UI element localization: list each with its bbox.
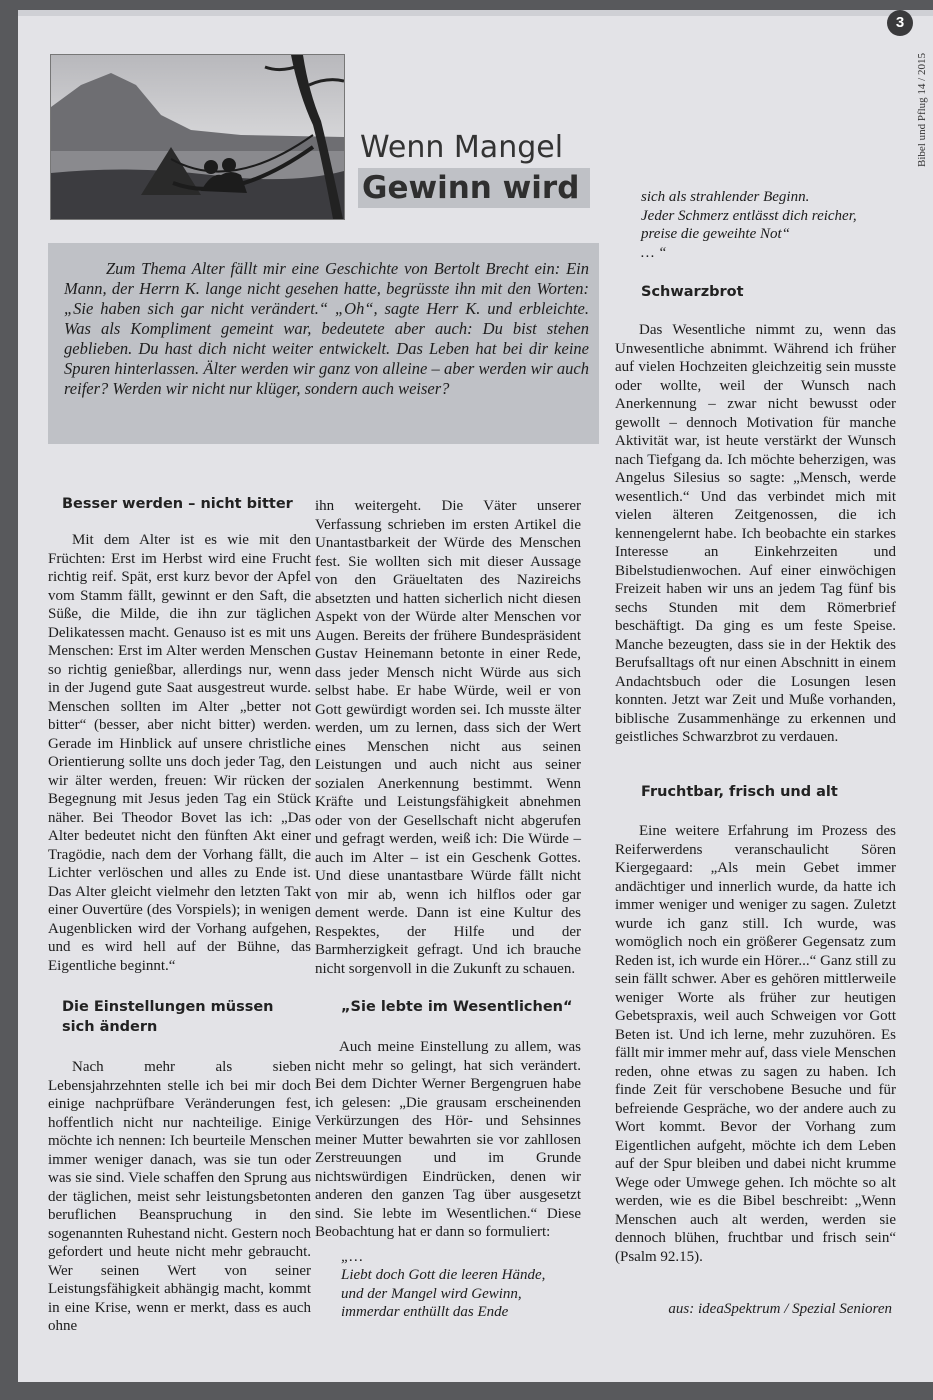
- column-3-lower: [615, 782, 896, 1266]
- verse-line: und der Mangel wird Gewinn,: [341, 1285, 522, 1302]
- article-title: [358, 130, 598, 208]
- verse-line: preise die geweihte Not“: [641, 226, 791, 242]
- heading-schwarzbrot: Schwarzbrot: [641, 284, 744, 300]
- heading-wesentlichen: „Sie lebte im Wesentlichen“: [341, 999, 573, 1015]
- verse-line: Jeder Schmerz entlässt dich reicher,: [641, 207, 857, 224]
- page-number-badge: 3: [887, 10, 913, 36]
- verse-line: „…: [341, 1248, 363, 1265]
- paragraph: Eine weitere Erfahrung im Prozess des Reiferwerdens veranschaulicht Sören Kiergegaard: „Als mein Gebet immer andächtiger und innerlich wurde, da hatte ich immer weniger und weniger zu sagen. Zuletzt wurde ich ganz still. Ich wurde, was womöglich noch ein größerer Gegensatz zum Reden ist, ich wurde ein Hörer...“ Ganz still zu sein fällt schwer. Aber es gehören mittlerweile weniger Worte als früher zur heutigen Gebetspraxis, weil auch Schweigen vor Gott Beten ist. Und ich lerne, mehr zuzuhören. Es fällt mir immer mehr auf, dass viele Menschen reden, ohne etwas zu sagen zu haben. Ich finde Zeit für verschobene Besuche und für befreiende Gespräche, wo der andere auch zu Wort kommt. Bevor der Vorhang zum Eigentlichen aufgeht, möchte ich dem Leben auf der Spur bleiben und dabei nicht krumme Wege oder Umwege gehen. Ich möchte so alt werden, wie es die Bibel beschreibt: „Wenn Menschen auch alt werden, werden sie dennoch blühen, fruchtbar und frisch sein“ (Psalm 92.15).: [615, 823, 896, 1265]
- column-2: [315, 497, 581, 978]
- hammock-photo: [50, 54, 345, 220]
- intro-text: Zum Thema Alter fällt mir eine Geschichte von Bertolt Brecht ein: Ein Mann, der Herrn K. lange nicht gesehen hatte, begrüsste ihn mit den Worten: „Sie haben sich gar nicht verändert.“ „Oh“, sagte Herr K. und erbleichte. Was als Kompliment gemeint war, bedeutete aber auch: Du bist stehen geblieben. Du hast dich nicht weiter entwickelt. Das Leben hat bei dir keine Spuren hinterlassen. Älter werden wir ganz von alleine – aber werden wir auch reifer? Werden wir nicht nur klüger, sondern auch weiser?: [64, 259, 589, 398]
- paragraph: Auch meine Einstellung zu allem, was nicht mehr so gelingt, hat sich verändert. Bei dem Dichter Werner Bergengruen habe ich gelesen: „Die grausam erscheinenden Verkürzungen des Hör- und Sehsinnes meiner Mutter bewahrten sie vor zahllosen Zerstreuungen und im Grunde nichtswürdigen Eindrücken, denen wir anderen den ganzen Tag über ausgesetzt sind. Sie lebte im Wesentlichen.“ Diese Beobachtung hat er dann so formuliert:: [315, 1039, 581, 1240]
- column-1: [48, 494, 311, 975]
- verse-line: … “: [641, 244, 667, 261]
- page-top-edge: [18, 10, 933, 16]
- heading-einstellungen: Die Einstellungen müssen sich ändern: [62, 999, 274, 1035]
- paragraph: ihn weitergeht. Die Väter unserer Verfassung schrieben im ersten Artikel die Unantastbarkeit der Würde des Menschen fest. Sie wollten sich mit dieser Aussage von den Gräueltaten des Nazireichs absetzten und hatten sicherlich nicht diesen Aspekt von der Würde alter Menschen vor Augen. Bereits der frühere Bundespräsident Gustav Heinemann betonte in einer Rede, dass jeder Mensch nicht Würde aus sich selbst habe. Er habe Würde, weil er von Gott gewürdigt worden sei. Ich musste älter werden, um zu lernen, dass sich der Wert eines Menschen nicht aus seinen Leistungen und auch nicht aus seiner sozialen Anerkennung bestimmt. Wenn Kräfte und Leistungsfähigkeit abnehmen oder von der Gesellschaft nicht abgerufen und gefragt werden, weiß ich: Die Würde – auch im Alter – ist ein Geschenk Gottes. Und diese unantastbare Würde fällt nicht von mir ab, wenn ich hilflos oder gar dement werde. Dann ist eine Kultur des Respektes, der Hilfe und der Barmherzigkeit gefragt. Und ich brauche nicht sorgenvoll in die Zukunft zu schauen.: [315, 498, 581, 977]
- paragraph: Nach mehr als sieben Lebensjahrzehnten stelle ich bei mir doch einige nachprüfbare Veränderungen fest, hoffentlich nicht nur nachteilige. Einige möchte ich nennen: Ich beurteile Menschen immer weniger danach, was sie tun oder was sie sind. Viele schaffen den Sprung aus der täglichen, meist sehr leistungsbetonten beruflichen Beanspruchung in den sogenannten Ruhestand nicht. Gestern noch gefordert und heute nicht mehr gebraucht. Wer seinen Wert von seiner Leistungsfähigkeit abhängig macht, kommt in eine Krise, wenn er merkt, dass es auch ohne: [48, 1059, 311, 1334]
- side-label: [914, 40, 930, 180]
- verse-line: sich als strahlender Beginn.: [641, 189, 810, 205]
- hammock-photo-image: [51, 55, 344, 219]
- column-2-lower: [315, 997, 581, 1322]
- side-label-text: Bibel und Pflug 14 / 2015: [916, 53, 928, 167]
- intro-box: [48, 243, 599, 444]
- verse-line: Liebt doch Gott die leeren Hände,: [341, 1267, 546, 1283]
- title-line-1: Wenn Mangel: [360, 130, 564, 165]
- title-line-2: Gewinn wird: [358, 168, 590, 208]
- paragraph: Mit dem Alter ist es wie mit den Früchten: Erst im Herbst wird eine Frucht richtig reif. Spät, erst kurz bevor der Apfel vom Stamm fällt, gewinnt er den Saft, die Süße, die Milde, die ihn zur täglichen Delikatessen macht. Genauso ist es mit uns Menschen: Erst im Alter werden Menschen so richtig genießbar, allerdings nur, wenn in der Jugend gute Saat ausgestreut wurde. Menschen sollten im Alter „better not bitter“ (besser, aber nicht bitter) werden. Gerade im Hinblick auf unsere christliche Orientierung sollte uns doch jeder Tag, den wir älter werden, freuen: Wir rücken der Begegnung mit Jesus jeden Tag ein Stück näher. Bei Theodor Bovet las ich: „Das Alter bedeutet nicht den fünften Akt einer Tragödie, nach dem der Vorhang fällt, die Lichter verlöschen und alles zu Ende ist. Das Alter gleicht vielmehr den letzten Takt einer Ouvertüre (des Vorspiels); in wenigen Augenblicken wird der Vorhang aufgehen, und es wird hell auf der Bühne, das Eigentliche beginnt.“: [48, 532, 311, 974]
- magazine-page: [18, 10, 933, 1382]
- heading-besser-werden: Besser werden – nicht bitter: [62, 496, 293, 512]
- paragraph: Das Wesentliche nimmt zu, wenn das Unwesentliche abnimmt. Während ich früher auf vielen Hochzeiten gleichzeitig sein musste oder wollte, weil der Wunsch nach Anerkennung – zwar nicht bewusst oder gewollt – dennoch Motivation für manche Aktivität war, ist heute verstärkt der Wunsch nach Tiefgang da. Ich möchte beherzigen, was Angelus Silesius so sagte: „Mensch, werde wesentlich.“ Und das verbindet mich mit vielen älteren Zeitgenossen, die ich kennengelernt habe. Ich beobachte ein starkes Interesse an Einkehrzeiten und Bibelstudienwochen. Auf einer einwöchigen Freizeit haben wir uns an jedem Tag fünf bis sechs Stunden mit dem Römerbrief beschäftigt. Da ging es um feste Speise. Manche bezeugten, dass sie in der Hektik des Berufsalltags oft nur einen Abschnitt in einem Andachtsbuch oder die Losungen lesen konnten. Jetzt war Zeit und Muße vorhanden, biblische Zusammenhänge zu erkennen und geistliches Schwarzbrot zu verdauen.: [615, 322, 896, 745]
- heading-fruchtbar: Fruchtbar, frisch und alt: [641, 784, 838, 800]
- source-credit: aus: ideaSpektrum / Spezial Senioren: [668, 1301, 892, 1317]
- column-3: [615, 188, 896, 747]
- column-1-lower: [48, 997, 311, 1336]
- verse-line: immerdar enthüllt das Ende: [341, 1304, 509, 1320]
